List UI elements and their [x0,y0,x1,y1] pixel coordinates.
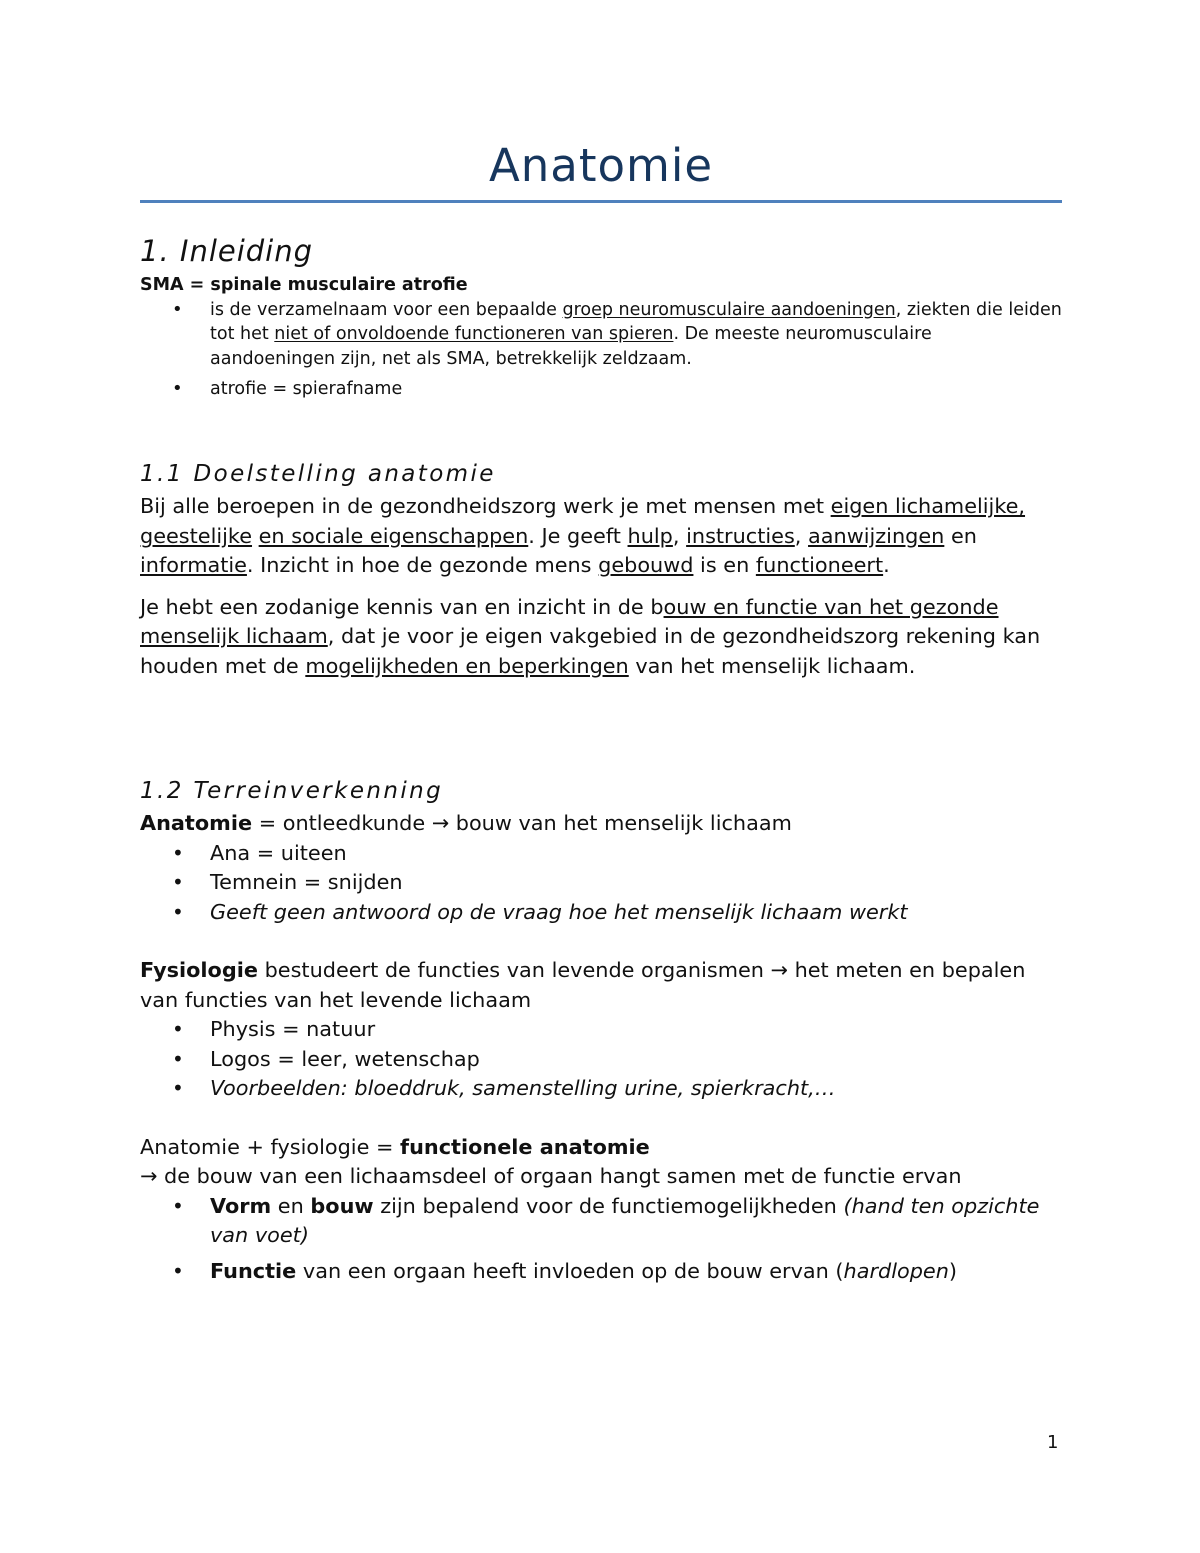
anatomie-list [140,839,1062,928]
list-item: • Ana = uiteen [140,839,1062,869]
title-underline-rule [140,200,1062,203]
document-page [140,0,1062,1553]
sma-definition: SMA = spinale musculaire atrofie [140,275,468,295]
paragraph: Bij alle beroepen in de gezondheidszorg werk je met mensen met eigen lichamelijke, geestelijke en sociale eigenschappen. Je geeft hulp, instructies, aanwijzingen en informatie. Inzicht in hoe de gezonde mens gebouwd is en functioneert. [140,494,1026,577]
fysiologie-definition: Fysiologie bestudeert de functies van levende organismen → het meten en bepalen van functies van het levende lichaam [140,958,1026,1012]
list-item: • Physis = natuur [140,1015,1062,1045]
section-inleiding-body [140,273,1062,402]
heading-terreinverkenning: 1.2 Terreinverkenning [140,778,444,804]
heading-doelstelling: 1.1 Doelstelling anatomie [140,461,496,487]
list-item: • Vorm en bouw zijn bepalend voor de functiemogelijkheden (hand ten opzichte van voet) [140,1192,1062,1251]
list-item: • Functie van een orgaan heeft invloeden op de bouw ervan (hardlopen) [140,1257,1062,1287]
heading-inleiding: 1. Inleiding [140,234,314,268]
list-item: • Temnein = snijden [140,868,1062,898]
section-doelstelling-body [140,492,1062,681]
anatomie-definition: Anatomie = ontleedkunde → bouw van het menselijk lichaam [140,811,792,835]
functionele-anatomie-definition: Anatomie + fysiologie = functionele anatomie [140,1134,650,1159]
inleiding-bullet-list [140,298,1062,402]
paragraph: Je hebt een zodanige kennis van en inzicht in de bouw en functie van het gezonde menselijk lichaam, dat je voor je eigen vakgebied in de gezondheidszorg rekening kan houden met de mogelijkheden en beperkingen van het menselijk lichaam. [140,594,1041,678]
list-item: • is de verzamelnaam voor een bepaalde groep neuromusculaire aandoeningen, ziekten die leiden tot het niet of onvoldoende functioneren van spieren. De meeste neuromusculaire aandoeningen zijn, net als SMA, betrekkelijk zeldzaam. [140,298,1062,372]
list-item: • Logos = leer, wetenschap [140,1045,1062,1075]
document-title: Anatomie [488,139,714,192]
functionele-anatomie-explanation: → de bouw van een lichaamsdeel of orgaan hangt samen met de functie ervan [140,1164,962,1188]
section-terreinverkenning-body [140,809,1062,1286]
page-number: 1 [1047,1432,1059,1453]
list-item: • atrofie = spierafname [140,377,1062,402]
fysiologie-list [140,1015,1062,1104]
list-item: • Geeft geen antwoord op de vraag hoe het menselijk lichaam werkt [140,898,1062,928]
functionele-anatomie-list [140,1192,1062,1287]
list-item: • Voorbeelden: bloeddruk, samenstelling urine, spierkracht,… [140,1074,1062,1104]
